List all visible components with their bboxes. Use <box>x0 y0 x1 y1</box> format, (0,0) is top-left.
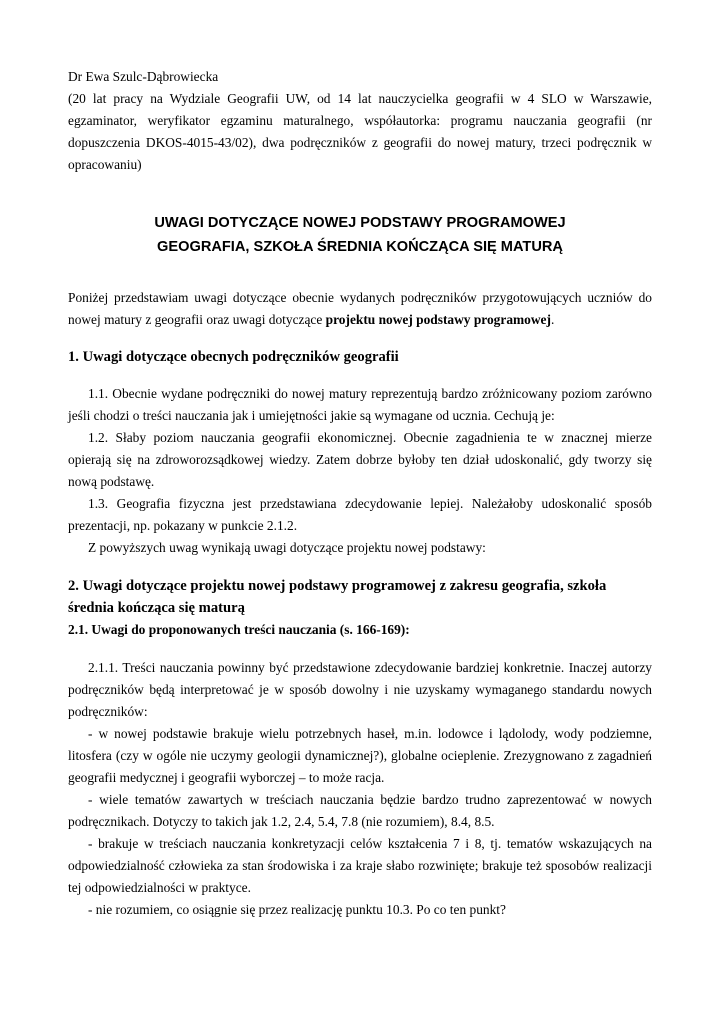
section-1-paragraph-3: 1.3. Geografia fizyczna jest przedstawiana zdecydowanie lepiej. Należałoby udoskonalić sposób prezentacji, np. pokazany w punkcie 2.1.2. <box>68 496 652 533</box>
section-2-paragraph-1: 2.1.1. Treści nauczania powinny być przedstawione zdecydowanie bardziej konkretnie. Inaczej autorzy podręczników będą interpretować je w sposób dowolny i nie uzyskamy wymaganego standardu nowych podręczników: <box>68 660 652 719</box>
intro-end: . <box>550 312 555 327</box>
section-2-heading: 2. Uwagi dotyczące projektu nowej podstawy programowej z zakresu geografia, szkoła średnia kończąca się maturą <box>68 578 607 616</box>
document-title-line-2: GEOGRAFIA, SZKOŁA ŚREDNIA KOŃCZĄCA SIĘ MATURĄ <box>157 239 563 255</box>
intro-text: Poniżej przedstawiam uwagi dotyczące obecnie wydanych podręczników przygotowujących uczniów do nowej matury z geografii oraz uwagi dotyczące <box>68 290 652 327</box>
section-2-bullet-1: - w nowej podstawie brakuje wielu potrzebnych haseł, m.in. lodowce i lądolody, wody podziemne, litosfera (czy w ogóle nie uczymy geologii dynamicznej?), globalne ocieplenie. Zrezygnowano z zagadnień geografii medycznej i geografii wyborczej – to może racja. <box>68 726 652 785</box>
author-bio: (20 lat pracy na Wydziale Geografii UW, od 14 lat nauczycielka geografii w 4 SLO w Warszawie, egzaminator, weryfikator egzaminu maturalnego, współautorka: programu nauczania geografii (nr dopuszczenia DKOS-4015-43/02), dwa podręczników z geografii do nowej matury, trzeci podręcznik w opracowaniu) <box>68 91 652 172</box>
section-1-paragraph-2: 1.2. Słaby poziom nauczania geografii ekonomicznej. Obecnie zagadnienia te w znacznej mierze opierają się na zdroworozsądkowej wiedzy. Zatem dobrze byłoby ten dział udoskonalić, gdy tworzy się nową podstawę. <box>68 430 652 489</box>
section-1-heading: 1. Uwagi dotyczące obecnych podręczników geografii <box>68 349 399 365</box>
section-2-bullet-4: - nie rozumiem, co osiągnie się przez realizację punktu 10.3. Po co ten punkt? <box>88 902 506 917</box>
section-2-bullet-3: - brakuje w treściach nauczania konkretyzacji celów kształcenia 7 i 8, tj. tematów wskazujących na odpowiedzialność człowieka za stan środowiska i za kraje słabo rozwinięte; brakuje też sposobów realizacji tej odpowiedzialności w praktyce. <box>68 836 652 895</box>
intro-bold-text: projektu nowej podstawy programowej <box>325 312 551 327</box>
document-title-line-1: UWAGI DOTYCZĄCE NOWEJ PODSTAWY PROGRAMOWEJ <box>154 215 566 231</box>
section-2-bullet-2: - wiele tematów zawartych w treściach nauczania będzie bardzo trudno zaprezentować w nowych podręcznikach. Dotyczy to takich jak 1.2, 2.4, 5.4, 7.8 (nie rozumiem), 8.4, 8.5. <box>68 792 652 829</box>
section-2-subheading: 2.1. Uwagi do proponowanych treści nauczania (s. 166-169): <box>68 622 410 637</box>
section-1-paragraph-1: 1.1. Obecnie wydane podręczniki do nowej matury reprezentują bardzo zróżnicowany poziom zarówno jeśli chodzi o treści nauczania jak i umiejętności jakie są wymagane od ucznia. Cechują je: <box>68 386 652 423</box>
section-1-paragraph-4: Z powyższych uwag wynikają uwagi dotyczące projektu nowej podstawy: <box>88 540 486 555</box>
author-name: Dr Ewa Szulc-Dąbrowiecka <box>68 69 219 84</box>
document-page <box>68 66 652 921</box>
intro-paragraph <box>68 287 652 331</box>
